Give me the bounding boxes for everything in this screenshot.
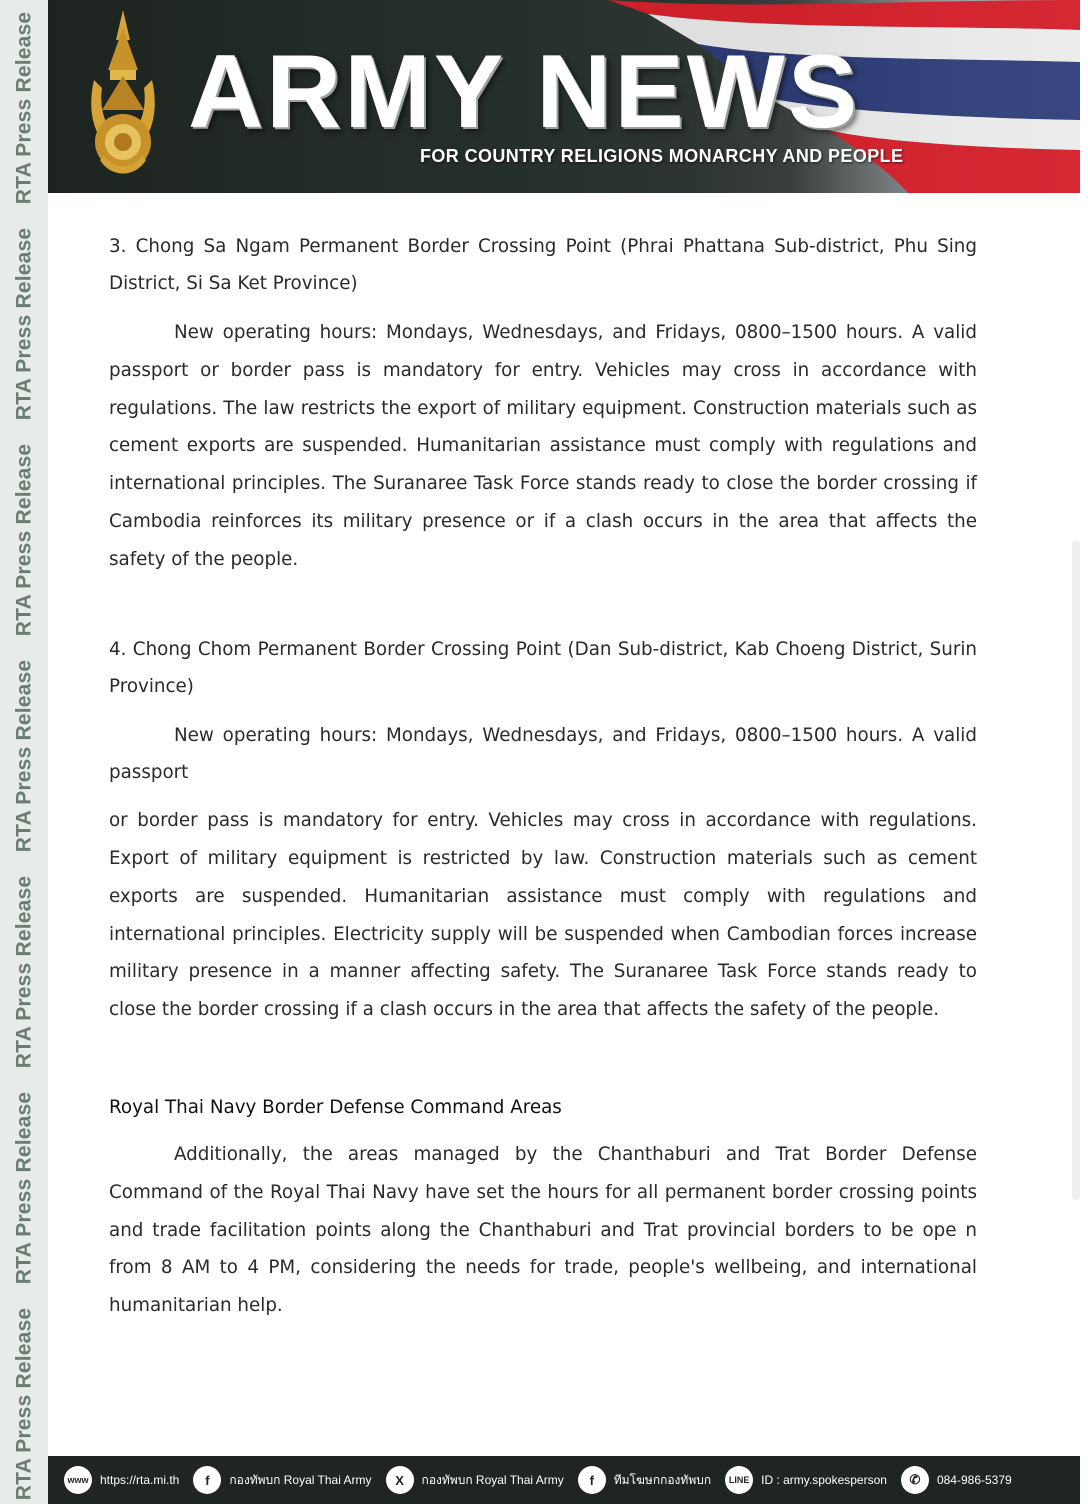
footer-facebook-rta[interactable] xyxy=(193,1466,371,1494)
facebook-icon: f xyxy=(578,1466,606,1494)
item-3-title: 3. Chong Sa Ngam Permanent Border Crossing Point (Phrai Phattana Sub-district, Phu Sing District, Si Sa Ket Province) xyxy=(109,236,977,294)
footer-facebook-rta-text: กองทัพบก Royal Thai Army xyxy=(229,1472,372,1487)
navy-section-heading: Royal Thai Navy Border Defense Command Areas xyxy=(109,1096,562,1118)
side-strip-label: RTA Press Release xyxy=(12,875,36,1069)
navy-section-body: Additionally, the areas managed by the Chanthaburi and Trat Border Defense Command of the Royal Thai Navy have set the hours for all permanent border crossing points and trade facilitation points along the Chanthaburi and Trat provincial borders to be ope n from 8 AM to 4 PM, considering the needs for trade, people's wellbeing, and international humanitarian help. xyxy=(109,1143,977,1317)
x-icon: X xyxy=(386,1466,414,1494)
line-icon: LINE xyxy=(725,1466,753,1494)
side-strip-label: RTA Press Release xyxy=(12,227,36,421)
item-4-body-first-line: New operating hours: Mondays, Wednesdays, and Fridays, 0800–1500 hours. A valid passport xyxy=(109,724,977,784)
side-strip-label: RTA Press Release xyxy=(12,1307,36,1501)
footer-line-id[interactable] xyxy=(725,1466,887,1494)
globe-icon: www xyxy=(64,1466,92,1494)
side-strip xyxy=(0,0,48,1504)
footer-facebook-spokesperson-text: ทีมโฆษกกองทัพบก xyxy=(613,1472,712,1487)
item-4-body: or border pass is mandatory for entry. Vehicles may cross in accordance with regulations. Export of military equipment is restricted by law. Construction materials such as cement exports are suspended. Humanitarian assistance must comply with regulations and international principles. Electricity supply will be suspended when Cambodian forces increase military presence in a manner affecting safety. The Suranaree Task Force stands ready to close the border crossing if a clash occurs in the area that affects the safety of the people. xyxy=(109,810,977,1021)
item-4-title: 4. Chong Chom Permanent Border Crossing Point (Dan Sub-district, Kab Choeng District, Surin Province) xyxy=(109,638,977,697)
footer-x-rta[interactable] xyxy=(386,1466,564,1494)
side-strip-label: RTA Press Release xyxy=(12,11,36,205)
footer-x-rta-text: กองทัพบก Royal Thai Army xyxy=(421,1472,564,1487)
footer-contact-bar xyxy=(48,1456,1080,1504)
side-strip-label: RTA Press Release xyxy=(12,1091,36,1285)
footer-phone-text: 084-986-5379 xyxy=(936,1473,1012,1487)
facebook-icon: f xyxy=(193,1466,221,1494)
royal-thai-army-emblem-icon xyxy=(86,10,160,180)
page-right-edge xyxy=(1080,0,1088,1504)
footer-website[interactable] xyxy=(64,1466,179,1494)
phone-icon: ✆ xyxy=(901,1466,929,1494)
footer-facebook-spokesperson[interactable] xyxy=(578,1466,711,1494)
side-strip-label: RTA Press Release xyxy=(12,443,36,637)
header-subtitle: FOR COUNTRY RELIGIONS MONARCHY AND PEOPLE xyxy=(420,146,904,166)
item-3-body: New operating hours: Mondays, Wednesdays, and Fridays, 0800–1500 hours. A valid passport or border pass is mandatory for entry. Vehicles may cross in accordance with regulations. The law restricts the export of military equipment. Construction materials such as cement exports are suspended. Humanitarian assistance must comply with regulations and international principles. The Suranaree Task Force stands ready to close the border crossing if Cambodia reinforces its military presence or if a clash occurs in the area that affects the safety of the people. xyxy=(109,322,977,570)
header-title: ARMY NEWS xyxy=(188,34,861,150)
footer-phone[interactable] xyxy=(901,1466,1012,1494)
footer-website-text: https://rta.mi.th xyxy=(100,1473,180,1487)
side-strip-label: RTA Press Release xyxy=(12,659,36,853)
scrollbar-track[interactable] xyxy=(1072,540,1080,1200)
header-banner xyxy=(48,0,1080,193)
footer-line-id-text: ID : army.spokesperson xyxy=(761,1473,887,1487)
article-body xyxy=(109,228,977,1325)
